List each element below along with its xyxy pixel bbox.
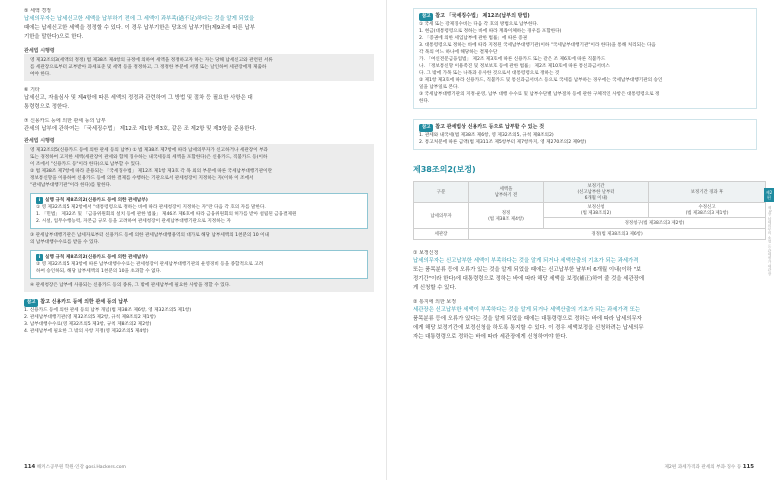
table-cell: 세관장 (414, 229, 469, 240)
table-cell: 수정신고 (법 제38조의3 제1항) (649, 203, 766, 218)
box-line: 를 세관장으로부터 교부받아 과세표준 및 세액 등을 정정하고, 그 정정한 부분에 서명 또는 날인하여 세관장에게 제출하 (30, 65, 267, 70)
box-line: ② 법 제38조 제7항에 따라 준용되는 「국세징수법」 제12조 제1항 제3호 각 목 외의 부분에 따른 국세납부대행기관이란 (30, 169, 273, 174)
body-line: 기한을 말한다)으로 한다. (24, 34, 84, 40)
section-5-body (24, 15, 374, 42)
reference-icon: 참고 (24, 299, 38, 307)
body-line: 납세의무자는 신고납부한 세액이 부족하다는 것을 알게 되거나 세액산출의 기초가 되는 과세가격 (413, 258, 639, 264)
ref-title: 참고 참고 신용카드 등에 의한 관세 등의 납부 (24, 298, 374, 307)
page-footer-left (24, 464, 126, 470)
rule-icon: i (36, 254, 43, 261)
ref-line: 가. 「여신전문금융업법」 제2조 제3호에 따른 신용카드 또는 같은 조 제6호에 따른 직불카드 (419, 57, 606, 62)
page-number: 114 (24, 464, 36, 470)
table-cell: 정정 (법 제38조 제4항) (469, 203, 544, 229)
box-line: 2. 시설, 업무수행능력, 자본금 규모 등을 고려하여 관세청장이 관세납부대행기관으로 지정하는 자 (36, 219, 231, 224)
body-line: 자는 대통령령으로 정하는 바에 따라 세관장에게 신청하여야 한다. (413, 334, 568, 340)
ref-line: 일을 납부일로 본다. (419, 85, 459, 90)
ref-line: 3. 납부대행수수료(영 제32조의5 제3항, 규칙 제8조의2 제2항) (24, 322, 152, 327)
ref-line: 나. 「정보통신망 이용촉진 및 정보보호 등에 관한 법률」 제2조 제10호에 따른 통신과금서비스 (419, 64, 610, 69)
body-line: 납세의무자는 납세신고한 세액을 납부하기 전에 그 세액이 과부족(過不足)하다는 것을 알게 되었을 (24, 16, 255, 22)
table-cell: 보정신청 (법 제38조의2) (544, 203, 649, 218)
ref-line: ② 제1항 제3호에 따라 신용카드, 직불카드 및 통신과금서비스 등으로 국세를 납부하는 경우에는 국세납부대행기관의 승인 (419, 78, 663, 83)
decree-box-1 (24, 54, 374, 81)
body-line: 또는 품목분류 등에 오류가 있는 것을 알게 되었을 때에는 신고납부한 날부터 6개월 이내(이하 "보 (413, 267, 642, 273)
ref-line: 2. 관세납부대행기관(영 제32조의5 제2항, 규칙 제8조의2 제1항) (24, 315, 156, 320)
box-line: ① 영 제32조의5 제2항에서 "대통령령으로 정하는 바에 따라 관세청장이 지정하는 자"란 다음 각 호의 자를 말한다. (36, 205, 266, 210)
box-line: 영 제32조의3(세액의 정정) 법 제38조 제4항의 규정에 의하여 세액을 정정하고자 하는 자는 당해 납세신고와 관련된 서류 (30, 58, 273, 63)
table-header: 보정기간 (신고납부한 날부터 6개월 이내) (544, 182, 649, 203)
ref-line: 다. 그 밖에 가목 또는 나목과 유사한 것으로서 대통령령으로 정하는 것 (419, 71, 560, 76)
ref-line: 1. 신용카드 등에 의한 관세 등의 납부 개념(법 제38조 제6항, 영 제32조의5 제1항) (24, 308, 192, 313)
ref-line: 2. 통고처분에 따른 금액(법 제311조 제5항부터 제7항까지, 영 제270조의2 제9항) (419, 140, 587, 145)
correction-table (413, 181, 766, 240)
ref-line: 1. 관세와 내국세(법 제38조 제6항, 영 제32조의5, 규칙 제8조의2) (419, 133, 554, 138)
subsection-1-heading: ① 보정신청 (413, 250, 439, 256)
box-line: 또는 경정하여 고지한 세액(세관장이 관세와 함께 징수하는 내국세등의 세액을 포함한다)은 신용카드, 직불카드 등(이하 (30, 155, 268, 160)
ref-line: ③ 국세납부대행기관의 지정·운영, 납부 대행 수수료 및 납부수단별 납부절차 등에 관한 구체적인 사항은 대통령령으로 정 (419, 92, 660, 97)
right-page (387, 0, 774, 480)
article-title: 제38조의2(보정) (413, 165, 476, 174)
reference-box-left (24, 298, 374, 335)
ref-line: ① 국세 또는 강제징수비는 다음 각 호의 방법으로 납부한다. (419, 22, 539, 27)
rule-box-2 (30, 250, 368, 279)
box-line: 1. 「민법」 제32조 및 「금융위원회의 설치 등에 관한 법률」 제46조 제6호에 따라 금융위원회의 허가를 받아 설립된 금융결제원 (36, 212, 297, 217)
box-line: 의 납부대행수수료를 받을 수 있다. (30, 240, 100, 245)
box-line: ② 영 제32조의5 제3항에 따른 납부대행수수료는 관세청장이 관세납부대행기관의 운영경비 등을 종합적으로 고려 (36, 262, 264, 267)
table-cell: 납세의무자 (414, 203, 469, 229)
rule-title: i 실행 규칙 제8조의2(신용카드 등에 의한 관세납부) (36, 197, 362, 204)
box-line: 영 제32조의5(신용카드 등에 의한 관세 등의 납부) ① 법 제38조 제7항에 따라 납세의무자가 신고하거나 세관장이 부과 (30, 148, 268, 153)
body-line: 정기간"이라 한다)에 대통령령으로 정하는 바에 따라 해당 세액을 보정(補正)하여 줄 것을 세관장에 (413, 276, 645, 282)
body-line: 품목분류 등에 오류가 있다는 것을 알게 되었을 때에는 대통령령으로 정하는 바에 따라 납세의무자 (413, 316, 642, 322)
reference-icon: 참고 (419, 124, 433, 132)
ref-line: 3. 대통령령으로 정하는 바에 따라 지정된 국세납부대행기관(이하 "국세납부대행기관"이라 한다)을 통해 처리되는 다음 (419, 43, 656, 48)
ref-line: 2. 「증권에 의한 세입납부에 관한 법률」에 따른 증권 (419, 36, 528, 41)
section-6-heading: ⑥ 기타 (24, 87, 40, 93)
box-line: "관세납부대행기관"이라 한다)를 말한다. (30, 183, 112, 188)
body-line: 납세신고, 자율심사 및 제4항에 따른 세액의 정정과 관련하여 그 방법 및 절차 등 필요한 사항은 대 (24, 95, 253, 101)
tag-decree-2 (24, 137, 374, 144)
ref-line: 한다. (419, 99, 430, 104)
ref-line: 1. 현금(대통령령으로 정하는 바에 따라 계좌이체하는 경우를 포함한다) (419, 29, 562, 34)
box-line: 여야 한다. (30, 72, 51, 77)
body-line: 때에는 납세신고한 세액을 정정할 수 있다. 이 경우 납부기한은 당초의 납부기한(제9조에 따른 납부 (24, 25, 255, 31)
box-line: 하여 승인하되, 해당 납부세액의 1천분의 10을 초과할 수 없다. (36, 269, 162, 274)
reference-box-tax-collection (413, 8, 757, 109)
ref-line: 각 목의 어느 하나에 해당하는 결제수단 (419, 50, 498, 55)
box-line: ④ 관세청장은 납부에 사용되는 신용카드 등의 종류, 그 밖에 관세납부에 필요한 사항을 정할 수 있다. (30, 283, 231, 288)
body-line: 세관장은 신고납부한 세액이 부족하다는 것을 알게 되거나 세액산출의 기초가 되는 과세가격 또는 (413, 307, 641, 313)
ref-title: 참고 참고 관세법상 신용카드 등으로 납부할 수 있는 것 (419, 123, 751, 132)
reference-icon: 참고 (419, 13, 433, 21)
table-header: 보정기간 경과 후 (649, 182, 766, 203)
tag-label: 관세법 시행령 (24, 48, 55, 54)
subsection-2-heading: ② 통지에 의한 보정 (413, 299, 457, 305)
decree-box-2 (24, 144, 374, 292)
section-5-heading: ⑤ 세액 경정 (24, 8, 51, 14)
page-number: 115 (742, 464, 754, 470)
footer-text: 제2편 과세가격과 관세의 부과·징수 등 (664, 465, 742, 470)
rule-icon: i (36, 197, 43, 204)
table-cell: 경정청구(법 제38조의3 제2항) (544, 218, 766, 229)
body-line: 게 신청할 수 있다. (413, 285, 457, 291)
chapter-side-text: 제3장 납세의무의 소멸 등 관세평가 세관장 (768, 206, 772, 276)
tag-label: 관세법 시행령 (24, 138, 55, 144)
table-cell: 경정(법 제38조의3 제6항) (469, 229, 766, 240)
table-header: 세액을 납부하기 전 (469, 182, 544, 203)
reference-box-credit-card (413, 119, 757, 150)
box-line: 이 조에서 "신용카드 등"이라 한다)으로 납부할 수 있다. (30, 162, 141, 167)
footer-text: 해커스공무원 학원·인강 gosi.Hackers.com (36, 465, 127, 470)
ref-line: 4. 관세납부에 필요한 그 밖의 사항 지정(영 제32조의5 제4항) (24, 329, 149, 334)
box-line: 정보통신망을 이용하여 신용카드 등에 의한 결제를 수행하는 기관으로서 관세청장이 지정하는 자(이하 이 조에서 (30, 176, 254, 181)
box-line: ③ 관세납부대행기관은 납세자로부터 신용카드 등에 의한 관세납부대행용역의 대가로 해당 납부세액의 1천분의 10 이내 (30, 233, 269, 238)
rule-box-1 (30, 193, 368, 229)
body-line: 관세의 납부에 관하여는 「국세징수법」 제12조 제1항 제3호, 같은 조 제2항 및 제3항을 준용한다. (24, 126, 257, 132)
section-7-heading: ⑦ 신용카드 등에 의한 관세 등의 납부 (24, 118, 106, 124)
table-header: 구분 (414, 182, 469, 203)
body-line: 에게 해당 보정기간에 보정신청을 하도록 통지할 수 있다. 이 경우 세액보정을 신청하려는 납세의무 (413, 325, 644, 331)
chapter-side-tab[interactable]: 제2편 (765, 190, 773, 200)
page-footer-right (664, 464, 754, 470)
ref-title: 참고 참고 「국세징수법」 제12조(납부의 방법) (419, 12, 751, 21)
rule-title: i 실행 규칙 제8조의2(신용카드 등에 의한 관세납부) (36, 254, 362, 261)
tag-decree-1 (24, 47, 374, 54)
body-line: 통령령으로 정한다. (24, 104, 70, 110)
